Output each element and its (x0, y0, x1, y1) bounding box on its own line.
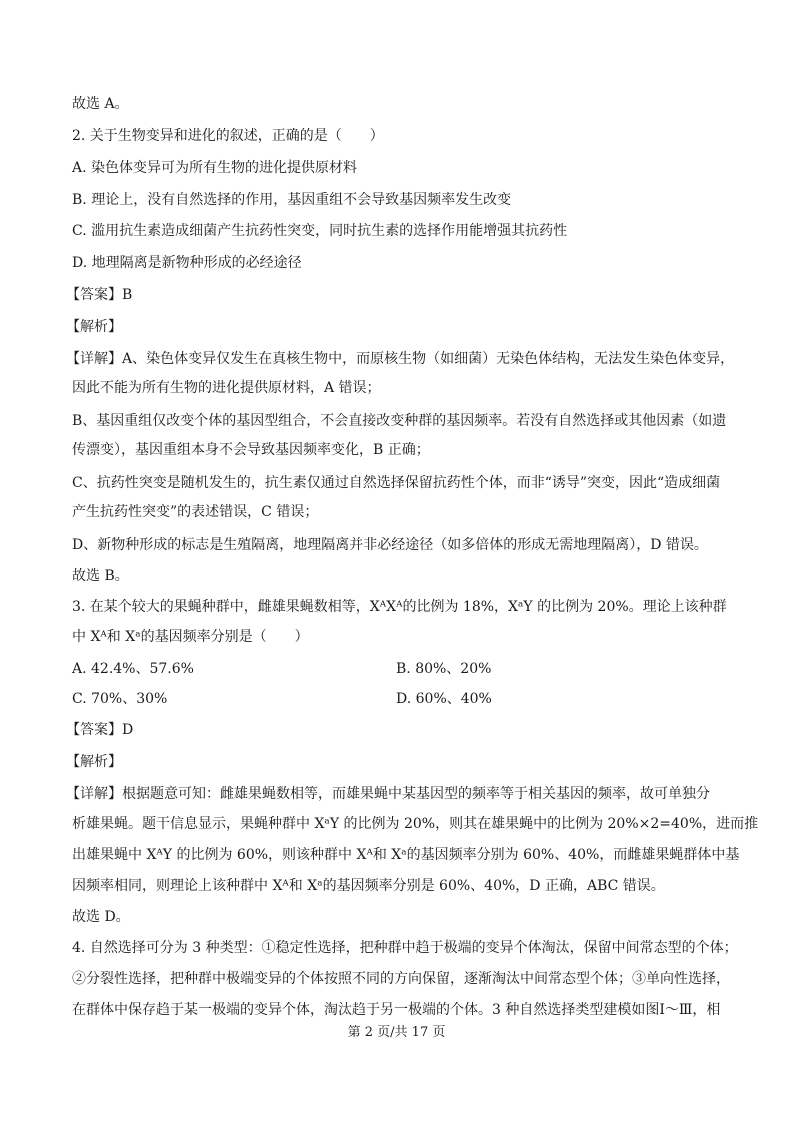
line-0: 故选 A。 (72, 96, 129, 112)
line-10: B、基因重组仅改变个体的基因型组合，不会直接改变种群的基因频率。若没有自然选择或其他因素（如遗 (72, 413, 727, 429)
line-3: B. 理论上，没有自然选择的作用，基因重组不会导致基因频率发生改变 (72, 192, 512, 208)
line-7: 【解析】 (66, 319, 122, 335)
line2-0: 【答案】D (66, 722, 134, 738)
line-17: 中 Xᴬ和 Xᵃ的基因频率分别是（ ） (72, 629, 309, 645)
page-footer: 第 2 页/共 17 页 (347, 1025, 446, 1040)
line2-5: 因频率相同，则理论上该种群中 Xᴬ和 Xᵃ的基因频率分别是 60%、40%，D 正确，ABC 错误。 (72, 878, 665, 894)
line-4: C. 滥用抗生素造成细菌产生抗药性突变，同时抗生素的选择作用能增强其抗药性 (72, 223, 568, 239)
line-16: 3. 在某个较大的果蝇种群中，雌雄果蝇数相等，XᴬXᴬ的比例为 18%，XᵃY 的比例为 20%。理论上该种群 (72, 599, 727, 615)
option-d: D. 60%、40% (396, 691, 492, 707)
line-13: 产生抗药性突变”的表述错误，C 错误； (72, 504, 319, 520)
line2-2: 【详解】根据题意可知：雌雄果蝇数相等，而雄果蝇中某基因型的频率等于相关基因的频率，故可单独分 (66, 786, 710, 802)
line2-8: ②分裂性选择，把种群中极端变异的个体按照不同的方向保留，逐渐淘汰中间常态型个体；③单向性选择， (72, 971, 730, 987)
line-12: C、抗药性突变是随机发生的，抗生素仅通过自然选择保留抗药性个体，而非“诱导”突变，因此“造成细菌 (72, 475, 721, 491)
line2-7: 4. 自然选择可分为 3 种类型：①稳定性选择，把种群中趋于极端的变异个体淘汰，保留中间常态型的个体； (72, 940, 738, 956)
line-15: 故选 B。 (72, 568, 129, 584)
option-b: B. 80%、20% (396, 661, 492, 677)
line-14: D、新物种形成的标志是生殖隔离，地理隔离并非必经途径（如多倍体的形成无需地理隔离），D 错误。 (72, 537, 708, 553)
option-a: A. 42.4%、57.6% (72, 661, 194, 677)
line2-4: 出雄果蝇中 XᴬY 的比例为 60%，则该种群中 Xᴬ和 Xᵃ的基因频率分别为 60%、40%，而雌雄果蝇群体中基 (72, 847, 740, 863)
line2-3: 析雄果蝇。题干信息显示，果蝇种群中 XᵃY 的比例为 20%，则其在雄果蝇中的比例为 20%×2=40%，进而推 (72, 816, 759, 832)
option-c: C. 70%、30% (72, 691, 168, 707)
line2-9: 在群体中保存趋于某一极端的变异个体，淘汰趋于另一极端的个体。3 种自然选择类型建模如图Ⅰ～Ⅲ，相 (72, 1002, 721, 1018)
line-8: 【详解】A、染色体变异仅发生在真核生物中，而原核生物（如细菌）无染色体结构，无法发生染色体变异， (66, 351, 735, 367)
line2-6: 故选 D。 (72, 909, 130, 925)
line-5: D. 地理隔离是新物种形成的必经途径 (72, 255, 302, 271)
line-11: 传漂变），基因重组本身不会导致基因频率变化，B 正确； (72, 442, 430, 458)
line-6: 【答案】B (66, 287, 133, 303)
line-2: A. 染色体变异可为所有生物的进化提供原材料 (72, 160, 358, 176)
line2-1: 【解析】 (66, 754, 122, 770)
line-9: 因此不能为所有生物的进化提供原材料，A 错误； (72, 380, 381, 396)
line-1: 2. 关于生物变异和进化的叙述，正确的是（ ） (72, 128, 384, 144)
